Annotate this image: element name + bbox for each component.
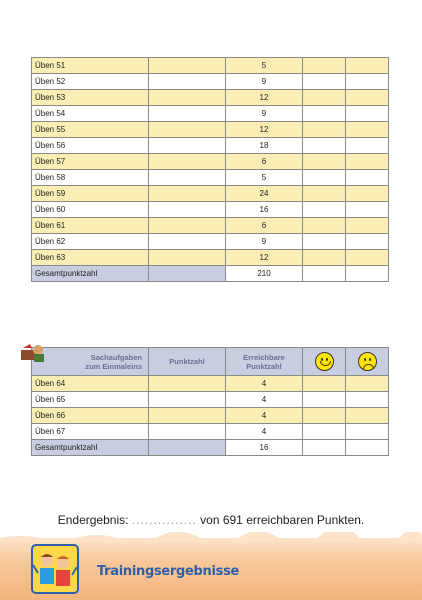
table-row	[32, 202, 389, 218]
row-label: Üben 65	[32, 392, 149, 408]
sad-cell[interactable]	[346, 154, 389, 170]
points-cell[interactable]	[149, 106, 226, 122]
row-label: Üben 66	[32, 408, 149, 424]
points-cell[interactable]	[149, 58, 226, 74]
reachable-points: 9	[226, 106, 303, 122]
table-row	[32, 74, 389, 90]
table-row	[32, 234, 389, 250]
sad-cell[interactable]	[346, 122, 389, 138]
points-cell[interactable]	[149, 202, 226, 218]
points-cell[interactable]	[149, 408, 226, 424]
reachable-points: 4	[226, 376, 303, 392]
result-blank: ...............	[131, 513, 197, 527]
sad-cell[interactable]	[346, 170, 389, 186]
header-title-line2: zum Einmaleins	[85, 361, 142, 371]
total-sad-cell[interactable]	[346, 440, 389, 456]
points-cell[interactable]	[149, 218, 226, 234]
sad-cell[interactable]	[346, 58, 389, 74]
sad-cell[interactable]	[346, 250, 389, 266]
row-label: Üben 60	[32, 202, 149, 218]
header-reachable-line2: Punktzahl	[246, 361, 282, 371]
row-label: Üben 63	[32, 250, 149, 266]
header-title-line1: Sachaufgaben	[90, 352, 142, 362]
table-row	[32, 138, 389, 154]
table-row	[32, 392, 389, 408]
reachable-points: 24	[226, 186, 303, 202]
table-row	[32, 106, 389, 122]
total-sad-cell[interactable]	[346, 266, 389, 282]
table-row	[32, 424, 389, 440]
row-label: Üben 58	[32, 170, 149, 186]
reachable-points: 16	[226, 202, 303, 218]
row-label: Üben 52	[32, 74, 149, 90]
sad-cell[interactable]	[346, 138, 389, 154]
header-points: Punktzahl	[149, 348, 226, 376]
happy-cell[interactable]	[303, 408, 346, 424]
header-title	[32, 348, 149, 376]
row-label: Üben 62	[32, 234, 149, 250]
row-label: Üben 54	[32, 106, 149, 122]
happy-cell[interactable]	[303, 392, 346, 408]
points-cell[interactable]	[149, 138, 226, 154]
points-cell[interactable]	[149, 74, 226, 90]
sad-cell[interactable]	[346, 234, 389, 250]
sad-cell[interactable]	[346, 376, 389, 392]
sad-cell[interactable]	[346, 106, 389, 122]
table-row	[32, 170, 389, 186]
table-row	[32, 90, 389, 106]
sad-cell[interactable]	[346, 90, 389, 106]
reachable-points: 9	[226, 74, 303, 90]
sad-cell[interactable]	[346, 424, 389, 440]
reachable-points: 18	[226, 138, 303, 154]
happy-cell[interactable]	[303, 170, 346, 186]
result-label: Endergebnis:	[57, 513, 129, 527]
reachable-points: 5	[226, 58, 303, 74]
total-happy-cell[interactable]	[303, 266, 346, 282]
row-label: Üben 59	[32, 186, 149, 202]
reachable-points: 12	[226, 250, 303, 266]
happy-cell[interactable]	[303, 138, 346, 154]
sad-cell[interactable]	[346, 74, 389, 90]
total-row	[32, 440, 389, 456]
points-cell[interactable]	[149, 250, 226, 266]
reachable-points: 6	[226, 218, 303, 234]
points-cell[interactable]	[149, 154, 226, 170]
table-row	[32, 250, 389, 266]
footer-banner	[0, 538, 422, 600]
happy-cell[interactable]	[303, 202, 346, 218]
torn-edge-decoration	[0, 532, 422, 542]
total-reachable: 210	[226, 266, 303, 282]
reachable-points: 4	[226, 424, 303, 440]
table-row	[32, 122, 389, 138]
points-cell[interactable]	[149, 90, 226, 106]
sad-cell[interactable]	[346, 202, 389, 218]
points-cell[interactable]	[149, 376, 226, 392]
happy-cell[interactable]	[303, 234, 346, 250]
points-cell[interactable]	[149, 170, 226, 186]
points-cell[interactable]	[149, 392, 226, 408]
total-label: Gesamtpunktzahl	[32, 266, 149, 282]
table-row	[32, 154, 389, 170]
sad-face-icon	[358, 352, 377, 371]
header-reachable-line1: Erreichbare	[243, 352, 285, 362]
table-row	[32, 218, 389, 234]
total-label: Gesamtpunktzahl	[32, 440, 149, 456]
happy-cell[interactable]	[303, 58, 346, 74]
sad-cell[interactable]	[346, 408, 389, 424]
happy-cell[interactable]	[303, 74, 346, 90]
footer-title: Trainingsergebnisse	[97, 564, 240, 579]
header-reachable	[226, 348, 303, 376]
points-cell[interactable]	[149, 424, 226, 440]
reachable-points: 4	[226, 408, 303, 424]
row-label: Üben 51	[32, 58, 149, 74]
happy-cell[interactable]	[303, 90, 346, 106]
header-happy	[303, 348, 346, 376]
row-label: Üben 67	[32, 424, 149, 440]
reachable-points: 6	[226, 154, 303, 170]
reachable-points: 12	[226, 90, 303, 106]
reachable-points: 5	[226, 170, 303, 186]
table-header-row	[32, 348, 389, 376]
total-happy-cell[interactable]	[303, 440, 346, 456]
total-reachable: 16	[226, 440, 303, 456]
sad-cell[interactable]	[346, 218, 389, 234]
happy-cell[interactable]	[303, 122, 346, 138]
table-row	[32, 58, 389, 74]
happy-face-icon	[315, 352, 334, 371]
result-text: von 691 erreichbaren Punkten.	[200, 513, 365, 527]
header-sad	[346, 348, 389, 376]
table-row	[32, 186, 389, 202]
table-row	[32, 376, 389, 392]
points-cell[interactable]	[149, 186, 226, 202]
row-label: Üben 56	[32, 138, 149, 154]
row-label: Üben 61	[32, 218, 149, 234]
reachable-points: 9	[226, 234, 303, 250]
happy-cell[interactable]	[303, 376, 346, 392]
reachable-points: 12	[226, 122, 303, 138]
happy-cell[interactable]	[303, 424, 346, 440]
total-points-cell[interactable]	[149, 440, 226, 456]
happy-cell[interactable]	[303, 186, 346, 202]
happy-cell[interactable]	[303, 106, 346, 122]
score-table-1	[31, 57, 389, 282]
points-cell[interactable]	[149, 122, 226, 138]
reachable-points: 4	[226, 392, 303, 408]
score-table-2	[31, 347, 389, 456]
row-label: Üben 57	[32, 154, 149, 170]
points-cell[interactable]	[149, 234, 226, 250]
row-label: Üben 53	[32, 90, 149, 106]
total-row	[32, 266, 389, 282]
row-label: Üben 64	[32, 376, 149, 392]
final-result	[0, 513, 422, 527]
happy-cell[interactable]	[303, 154, 346, 170]
table-row	[32, 408, 389, 424]
sad-cell[interactable]	[346, 392, 389, 408]
happy-cell[interactable]	[303, 250, 346, 266]
row-label: Üben 55	[32, 122, 149, 138]
total-points-cell[interactable]	[149, 266, 226, 282]
happy-cell[interactable]	[303, 218, 346, 234]
math-illustration-icon	[20, 342, 46, 364]
kids-logo-icon	[30, 543, 80, 595]
sad-cell[interactable]	[346, 186, 389, 202]
